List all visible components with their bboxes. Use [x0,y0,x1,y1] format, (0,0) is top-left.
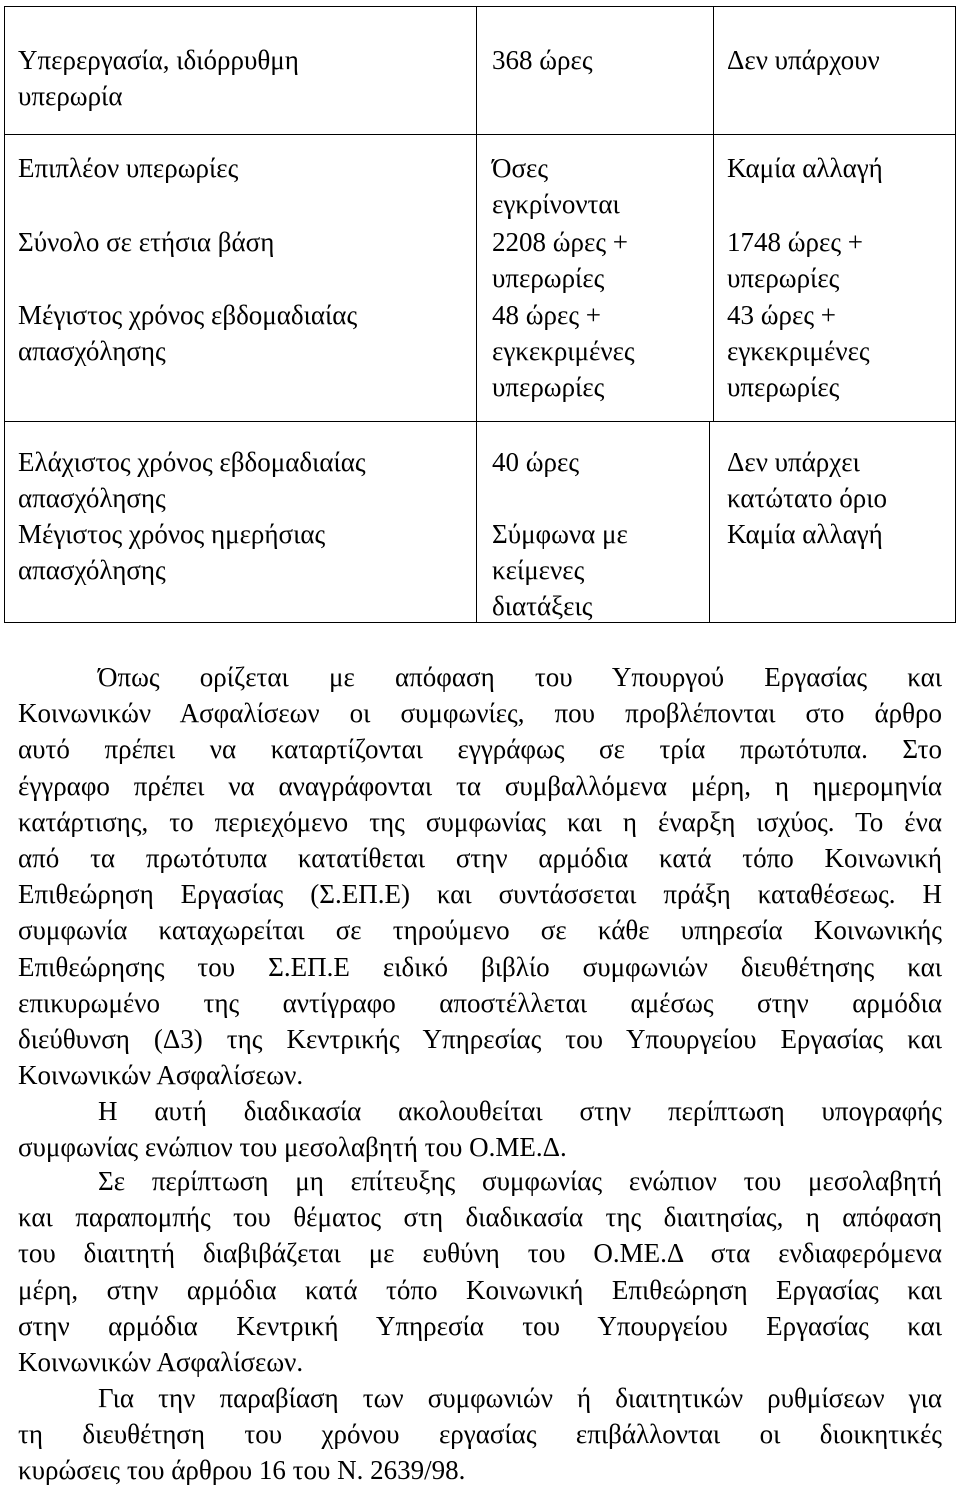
cell-line: Καμία αλλαγή [727,153,883,183]
text-line: Η αυτή διαδικασία ακολουθείται στην περίπτωση υπογραφής [98,1096,942,1126]
cell-line: Υπερεργασία, ιδιόρρυθμη [18,45,299,75]
cell-line: υπερωρίες [492,372,605,402]
cell-line: κατώτατο όριο [727,483,887,513]
text-line: μέρη, στην αρμόδια κατά τόπο Κοινωνική Επιθεώρηση Εργασίας και [18,1274,942,1305]
text-line: συμφωνίας ενώπιον του μεσολαβητή του Ο.ΜΕ.Δ. [18,1132,567,1163]
table-cell-value [492,516,628,624]
table-cell-label [18,42,299,114]
cell-line: 48 ώρες + [492,300,602,330]
cell-line: κείμενες [492,555,585,585]
table-cell-value [727,150,883,186]
table-cell-value [492,297,635,405]
cell-line: υπερωρίες [492,263,605,293]
text-line: τη διευθέτηση του χρόνου εργασίας επιβάλλονται οι διοικητικές [18,1419,942,1450]
table-cell-label [18,150,238,186]
cell-line: Σύνολο σε ετήσια βάση [18,227,275,257]
text-line: έγγραφο πρέπει να αναγράφονται τα συμβαλλόμενα μέρη, η ημερομηνία [18,770,942,801]
text-line: Κοινωνικών Ασφαλίσεων. [18,1060,304,1091]
cell-line: Σύμφωνα με [492,519,628,549]
cell-line: 1748 ώρες + [727,227,864,257]
text-line: και παραπομπής του θέματος στη διαδικασία της διαιτησίας, η απόφαση [18,1202,942,1233]
cell-line: 2208 ώρες + [492,227,629,257]
cell-line: Μέγιστος χρόνος ημερήσιας [18,519,326,549]
cell-line: Δεν υπάρχουν [727,45,880,75]
cell-line: Μέγιστος χρόνος εβδομαδιαίας [18,300,358,330]
cell-line: Επιπλέον υπερωρίες [18,153,239,183]
table-cell-label [18,297,357,369]
table-cell-value [492,224,628,296]
text-line: συμφωνία καταχωρείται σε τηρούμενο σε κάθε υπηρεσία Κοινωνικής [18,915,942,946]
table-cell-value [492,444,579,480]
paragraph [18,1163,942,1380]
cell-line: 40 ώρες [492,447,580,477]
table-cell-value [727,297,870,405]
cell-line: υπερωρίες [727,263,840,293]
cell-line: απασχόλησης [18,336,166,366]
table-cell-value [492,150,620,222]
text-line: Κοινωνικών Ασφαλίσεων οι συμφωνίες, που προβλέπονται στο άρθρο [18,698,942,729]
cell-line: 368 ώρες [492,45,593,75]
table-cell-value [727,516,883,552]
text-line: διεύθυνση (Δ3) της Κεντρικής Υπηρεσίας του Υπουργείου Εργασίας και [18,1023,942,1054]
table-cell-label [18,444,366,516]
cell-line: απασχόλησης [18,555,166,585]
table-cell-value [727,42,880,78]
text-line: κυρώσεις του άρθρου 16 του Ν. 2639/98. [18,1455,466,1486]
text-line: αυτό πρέπει να καταρτίζονται εγγράφως σε τρία πρωτότυπα. Στο [18,734,942,765]
cell-line: διατάξεις [492,591,593,621]
paragraph [18,1380,942,1489]
cell-line: εγκρίνονται [492,189,620,219]
text-line: Επιθεώρησης του Σ.ΕΠ.Ε ειδικό βιβλίο συμφωνιών διευθέτησης και [18,951,942,982]
text-line: στην αρμόδια Κεντρική Υπηρεσία του Υπουργείου Εργασίας και [18,1310,942,1341]
paragraph [18,659,942,1093]
cell-line: Καμία αλλαγή [727,519,883,549]
cell-line: απασχόλησης [18,483,166,513]
table-cell-label [18,516,325,588]
text-line: από τα πρωτότυπα κατατίθεται στην αρμόδια κατά τόπο Κοινωνική [18,842,942,873]
cell-line: Δεν υπάρχει [727,447,860,477]
cell-line: Όσες [492,153,549,183]
table-cell-label [18,224,274,260]
text-line: Σε περίπτωση μη επίτευξης συμφωνίας ενώπιον του μεσολαβητή [98,1166,942,1196]
text-line: Όπως ορίζεται με απόφαση του Υπουργού Εργασίας και [98,662,942,692]
table-cell-value [727,224,863,296]
cell-line: εγκεκριμένες [492,336,635,366]
table-cell-value [492,42,593,78]
text-line: επικυρωμένο της αντίγραφο αποστέλλεται αμέσως στην αρμόδια [18,987,942,1018]
text-line: Κοινωνικών Ασφαλίσεων. [18,1346,304,1377]
paragraph [18,1093,942,1165]
text-line: κατάρτισης, το περιεχόμενο της συμφωνίας και η έναρξη ισχύος. Το ένα [18,806,942,837]
text-line: Για την παραβίαση των συμφωνιών ή διαιτητικών ρυθμίσεων για [98,1383,942,1413]
cell-line: 43 ώρες + [727,300,837,330]
text-line: Επιθεώρηση Εργασίας (Σ.ΕΠ.Ε) και συντάσσεται πράξη καταθέσεως. Η [18,879,942,910]
table-cell-value [727,444,887,516]
cell-line: Ελάχιστος χρόνος εβδομαδιαίας [18,447,366,477]
cell-line: εγκεκριμένες [727,336,870,366]
cell-line: υπερωρίες [727,372,840,402]
cell-line: υπερωρία [18,81,123,111]
text-line: του διαιτητή διαβιβάζεται με ευθύνη του Ο.ΜΕ.Δ στα ενδιαφερόμενα [18,1238,942,1269]
